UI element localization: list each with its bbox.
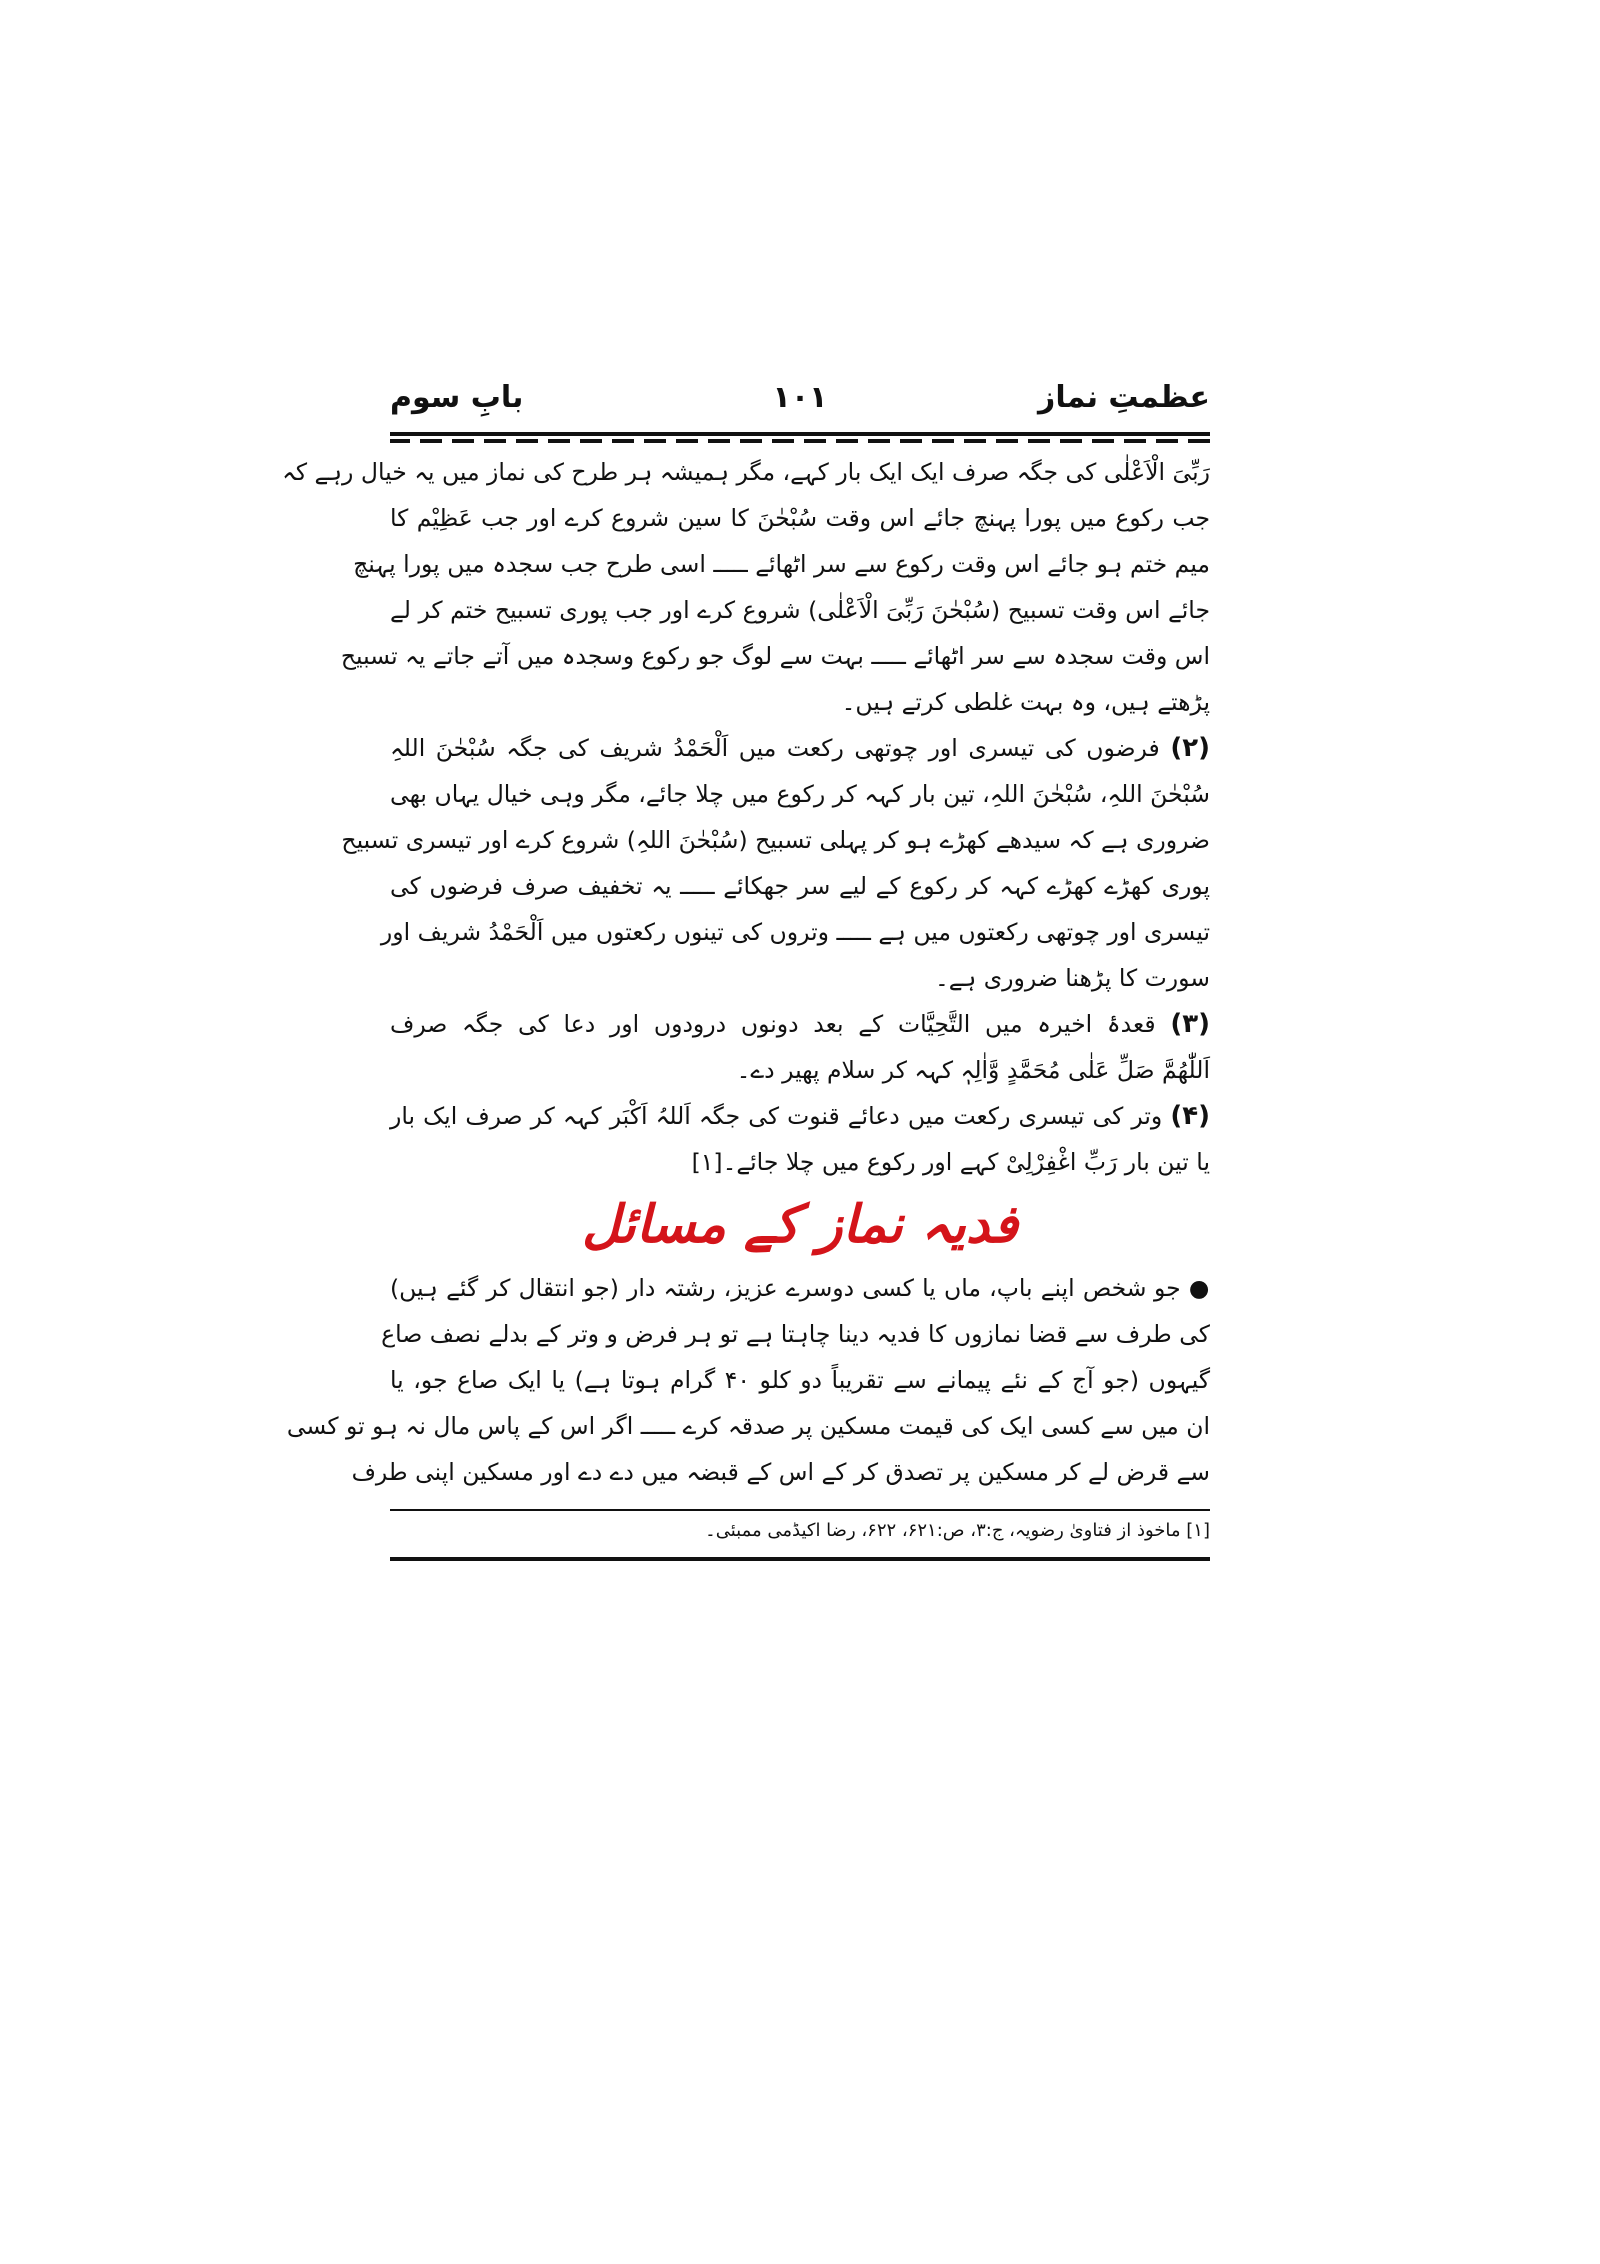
page-body	[282, 449, 1211, 1495]
bullet-icon: ●	[1188, 1274, 1210, 1302]
paragraph-2-line: پوری کھڑے کھڑے کہہ کر رکوع کے لیے سر جھکائے ـــــ یہ تخفیف صرف فرضوں کی	[390, 872, 1210, 900]
section-heading: فدیہ نماز کے مسائل	[581, 1195, 1019, 1255]
page-number: ۱۰۱	[772, 380, 828, 415]
paragraph-number: (۴)	[1170, 1101, 1210, 1131]
paragraph-2-line: ضروری ہے کہ سیدھے کھڑے ہو کر پہلی تسبیح (سُبْحٰنَ اللہِ) شروع کرے اور تیسری تسبیح	[341, 826, 1210, 854]
section-line: ● جو شخص اپنے باپ، ماں یا کسی دوسرے عزیز، رشتہ دار (جو انتقال کر گئے ہیں)	[390, 1274, 1210, 1302]
header-dashed-rule	[390, 439, 1210, 443]
chapter-title: بابِ سوم	[390, 380, 524, 415]
paragraph-4-line: یا تین بار رَبِّ اغْفِرْلِیْ کہے اور رکوع میں چلا جائے۔[۱]	[691, 1148, 1210, 1176]
footnote: [۱] ماخوذ از فتاویٰ رضویہ، ج:۳، ص:۶۲۱، ۶۲۲، رضا اکیڈمی ممبئی۔	[705, 1520, 1210, 1541]
text-line: رَبِّیَ الْاَعْلٰی کی جگہ صرف ایک ایک بار کہے، مگر ہمیشہ ہر طرح کی نماز میں یہ خیال رہے کہ	[282, 458, 1210, 486]
text-line: اس وقت سجدہ سے سر اٹھائے ـــــ بہت سے لوگ جو رکوع وسجدہ میں آتے جاتے یہ تسبیح	[340, 642, 1210, 670]
section-line: گیہوں (جو آج کے نئے پیمانے سے تقریباً دو کلو ۴۰ گرام ہوتا ہے) یا ایک صاع جو، یا	[390, 1366, 1211, 1394]
paragraph-2-line: سُبْحٰنَ اللہِ، سُبْحٰنَ اللہِ، تین بار کہہ کر رکوع میں چلا جائے، مگر وہی خیال یہاں بھی	[390, 780, 1210, 808]
text-line: میم ختم ہو جائے اس وقت رکوع سے سر اٹھائے ـــــ اسی طرح جب سجدہ میں پورا پہنچ	[353, 550, 1210, 578]
paragraph-4-line: (۴) وتر کی تیسری رکعت میں دعائے قنوت کی جگہ اَللہُ اَکْبَر کہہ کر صرف ایک بار	[390, 1101, 1210, 1131]
text-line: جب رکوع میں پورا پہنچ جائے اس وقت سُبْحٰنَ کا سین شروع کرے اور جب عَظِیْم کا	[390, 504, 1210, 532]
section-line: ان میں سے کسی ایک کی قیمت مسکین پر صدقہ کرے ـــــ اگر اس کے پاس مال نہ ہو تو کسی	[286, 1412, 1210, 1440]
text-line: پڑھتے ہیں، وہ بہت غلطی کرتے ہیں۔	[841, 688, 1210, 716]
page-header	[390, 378, 1210, 430]
book-page	[282, 378, 1211, 1858]
paragraph-3-line: (۳) قعدۂ اخیرہ میں التَّحِیَّات کے بعد دونوں درودوں اور دعا کی جگہ صرف	[390, 1009, 1210, 1039]
section-line: سے قرض لے کر مسکین پر تصدق کر کے اس کے قبضہ میں دے دے اور مسکین اپنی طرف	[351, 1458, 1210, 1486]
paragraph-2-line: تیسری اور چوتھی رکعتوں میں ہے ـــــ وتروں کی تینوں رکعتوں میں اَلْحَمْدُ شریف اور	[380, 918, 1210, 946]
section-line: کی طرف سے قضا نمازوں کا فدیہ دینا چاہتا ہے تو ہر فرض و وتر کے بدلے نصف صاع	[381, 1320, 1210, 1348]
header-rule	[390, 432, 1210, 436]
paragraph-number: (۲)	[1170, 733, 1210, 763]
bottom-rule	[390, 1557, 1210, 1561]
paragraph-2-line: سورت کا پڑھنا ضروری ہے۔	[934, 964, 1210, 992]
text-line: جائے اس وقت تسبیح (سُبْحٰنَ رَبِّیَ الْاَعْلٰی) شروع کرے اور جب پوری تسبیح ختم کر لے	[390, 596, 1210, 624]
paragraph-number: (۳)	[1170, 1009, 1210, 1039]
book-title: عظمتِ نماز	[1038, 380, 1210, 415]
paragraph-2-line: (۲) فرضوں کی تیسری اور چوتھی رکعت میں اَلْحَمْدُ شریف کی جگہ سُبْحٰنَ اللہِ	[390, 733, 1210, 763]
paragraph-3-line: اَللّٰھُمَّ صَلِّ عَلٰی مُحَمَّدٍ وَّاٰلِہٖ کہہ کر سلام پھیر دے۔	[736, 1056, 1210, 1084]
